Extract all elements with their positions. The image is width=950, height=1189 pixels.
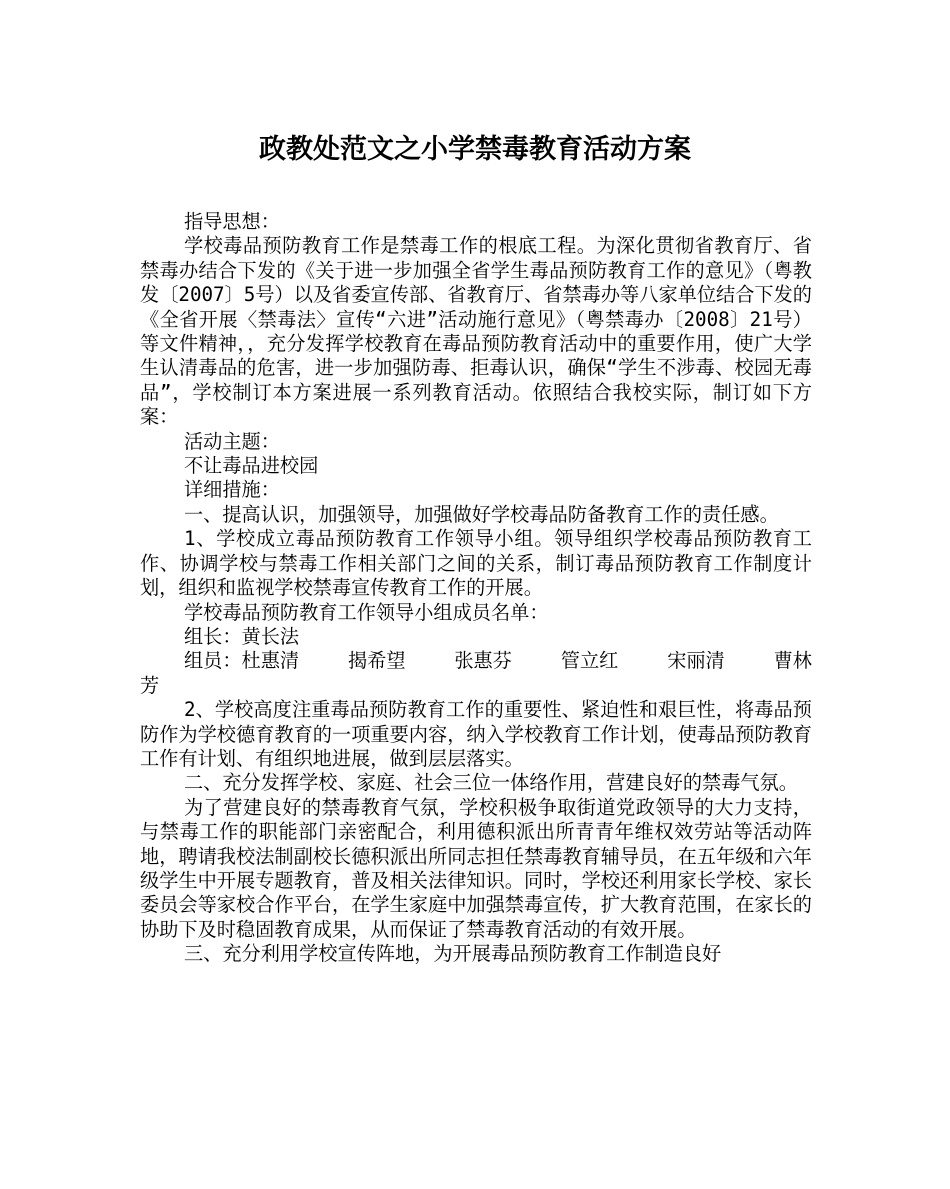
section-heading-guiding-ideology: 指导思想： xyxy=(184,210,280,233)
member-name: 管立红 xyxy=(560,649,619,673)
member-name: 宋丽清 xyxy=(667,649,725,673)
paragraph: 1、学校成立毒品预防教育工作领导小组。领导组织学校毒品预防教育工作、协调学校与禁毒工作相关部门之间的关系，制订毒品预防教育工作制度计划，组织和监视学校禁毒宣传教育工作的开展。 xyxy=(140,527,812,600)
members-label: 组员：杜惠清 xyxy=(184,649,300,673)
activity-theme-text: 不让毒品进校园 xyxy=(184,454,319,478)
section-heading-measures: 详细措施： xyxy=(184,478,280,502)
document-body xyxy=(140,210,812,967)
section-heading-activity-theme: 活动主题： xyxy=(184,429,280,453)
document-title: 政教处范文之小学禁毒教育活动方案 xyxy=(259,134,691,165)
paragraph: 二、充分发挥学校、家庭、社会三位一体络作用，营建良好的禁毒气氛。 xyxy=(184,771,798,795)
paragraph: 2、学校高度注重毒品预防教育工作的重要性、紧迫性和艰巨性，将毒品预防作为学校德育教育的一项重要内容，纳入学校教育工作计划，使毒品预防教育工作有计划、有组织地进展，做到层层落实。 xyxy=(140,698,812,770)
member-name: 张惠芬 xyxy=(454,649,512,673)
member-name-wrap: 芳 xyxy=(140,673,160,697)
paragraph: 为了营建良好的禁毒教育气氛，学校积极争取街道党政领导的大力支持，与禁毒工作的职能部门亲密配合，利用德积派出所青青年维权效劳站等活动阵地，聘请我校法制副校长德积派出所同志担任禁毒教育辅导员，在五年级和六年级学生中开展专题教育，普及相关法律知识。同时，学校还利用家长学校、家长委员会等家校合作平台，在学生家庭中加强禁毒宣传，扩大教育范围，在家长的协助下及时稳固教育成果，从而保证了禁毒教育活动的有效开展。 xyxy=(140,795,812,941)
group-members-line xyxy=(140,649,812,673)
paragraph: 一、提高认识，加强领导，加强做好学校毒品防备教育工作的责任感。 xyxy=(184,502,779,526)
group-leader: 组长：黄长法 xyxy=(184,624,300,648)
paragraph: 学校毒品预防教育工作领导小组成员名单： xyxy=(184,600,549,624)
member-name: 曹林 xyxy=(773,649,812,673)
paragraph: 学校毒品预防教育工作是禁毒工作的根底工程。为深化贯彻省教育厅、省禁毒办结合下发的《关于进一步加强全省学生毒品预防教育工作的意见》（粤教发〔2007〕5号）以及省委宣传部、省教育厅、省禁毒办等八家单位结合下发的《全省开展〈禁毒法〉宣传“六进”活动施行意见》（粤禁毒办〔2008〕21号）等文件精神，，充分发挥学校教育在毒品预防教育活动中的重要作用，使广大学生认清毒品的危害，进一步加强防毒、拒毒认识，确保“学生不涉毒、校园无毒品”，学校制订本方案进展一系列教育活动。依照结合我校实际，制订如下方案： xyxy=(140,234,812,429)
paragraph: 三、充分利用学校宣传阵地，为开展毒品预防教育工作制造良好 xyxy=(184,942,722,966)
member-name: 揭希望 xyxy=(347,649,406,673)
